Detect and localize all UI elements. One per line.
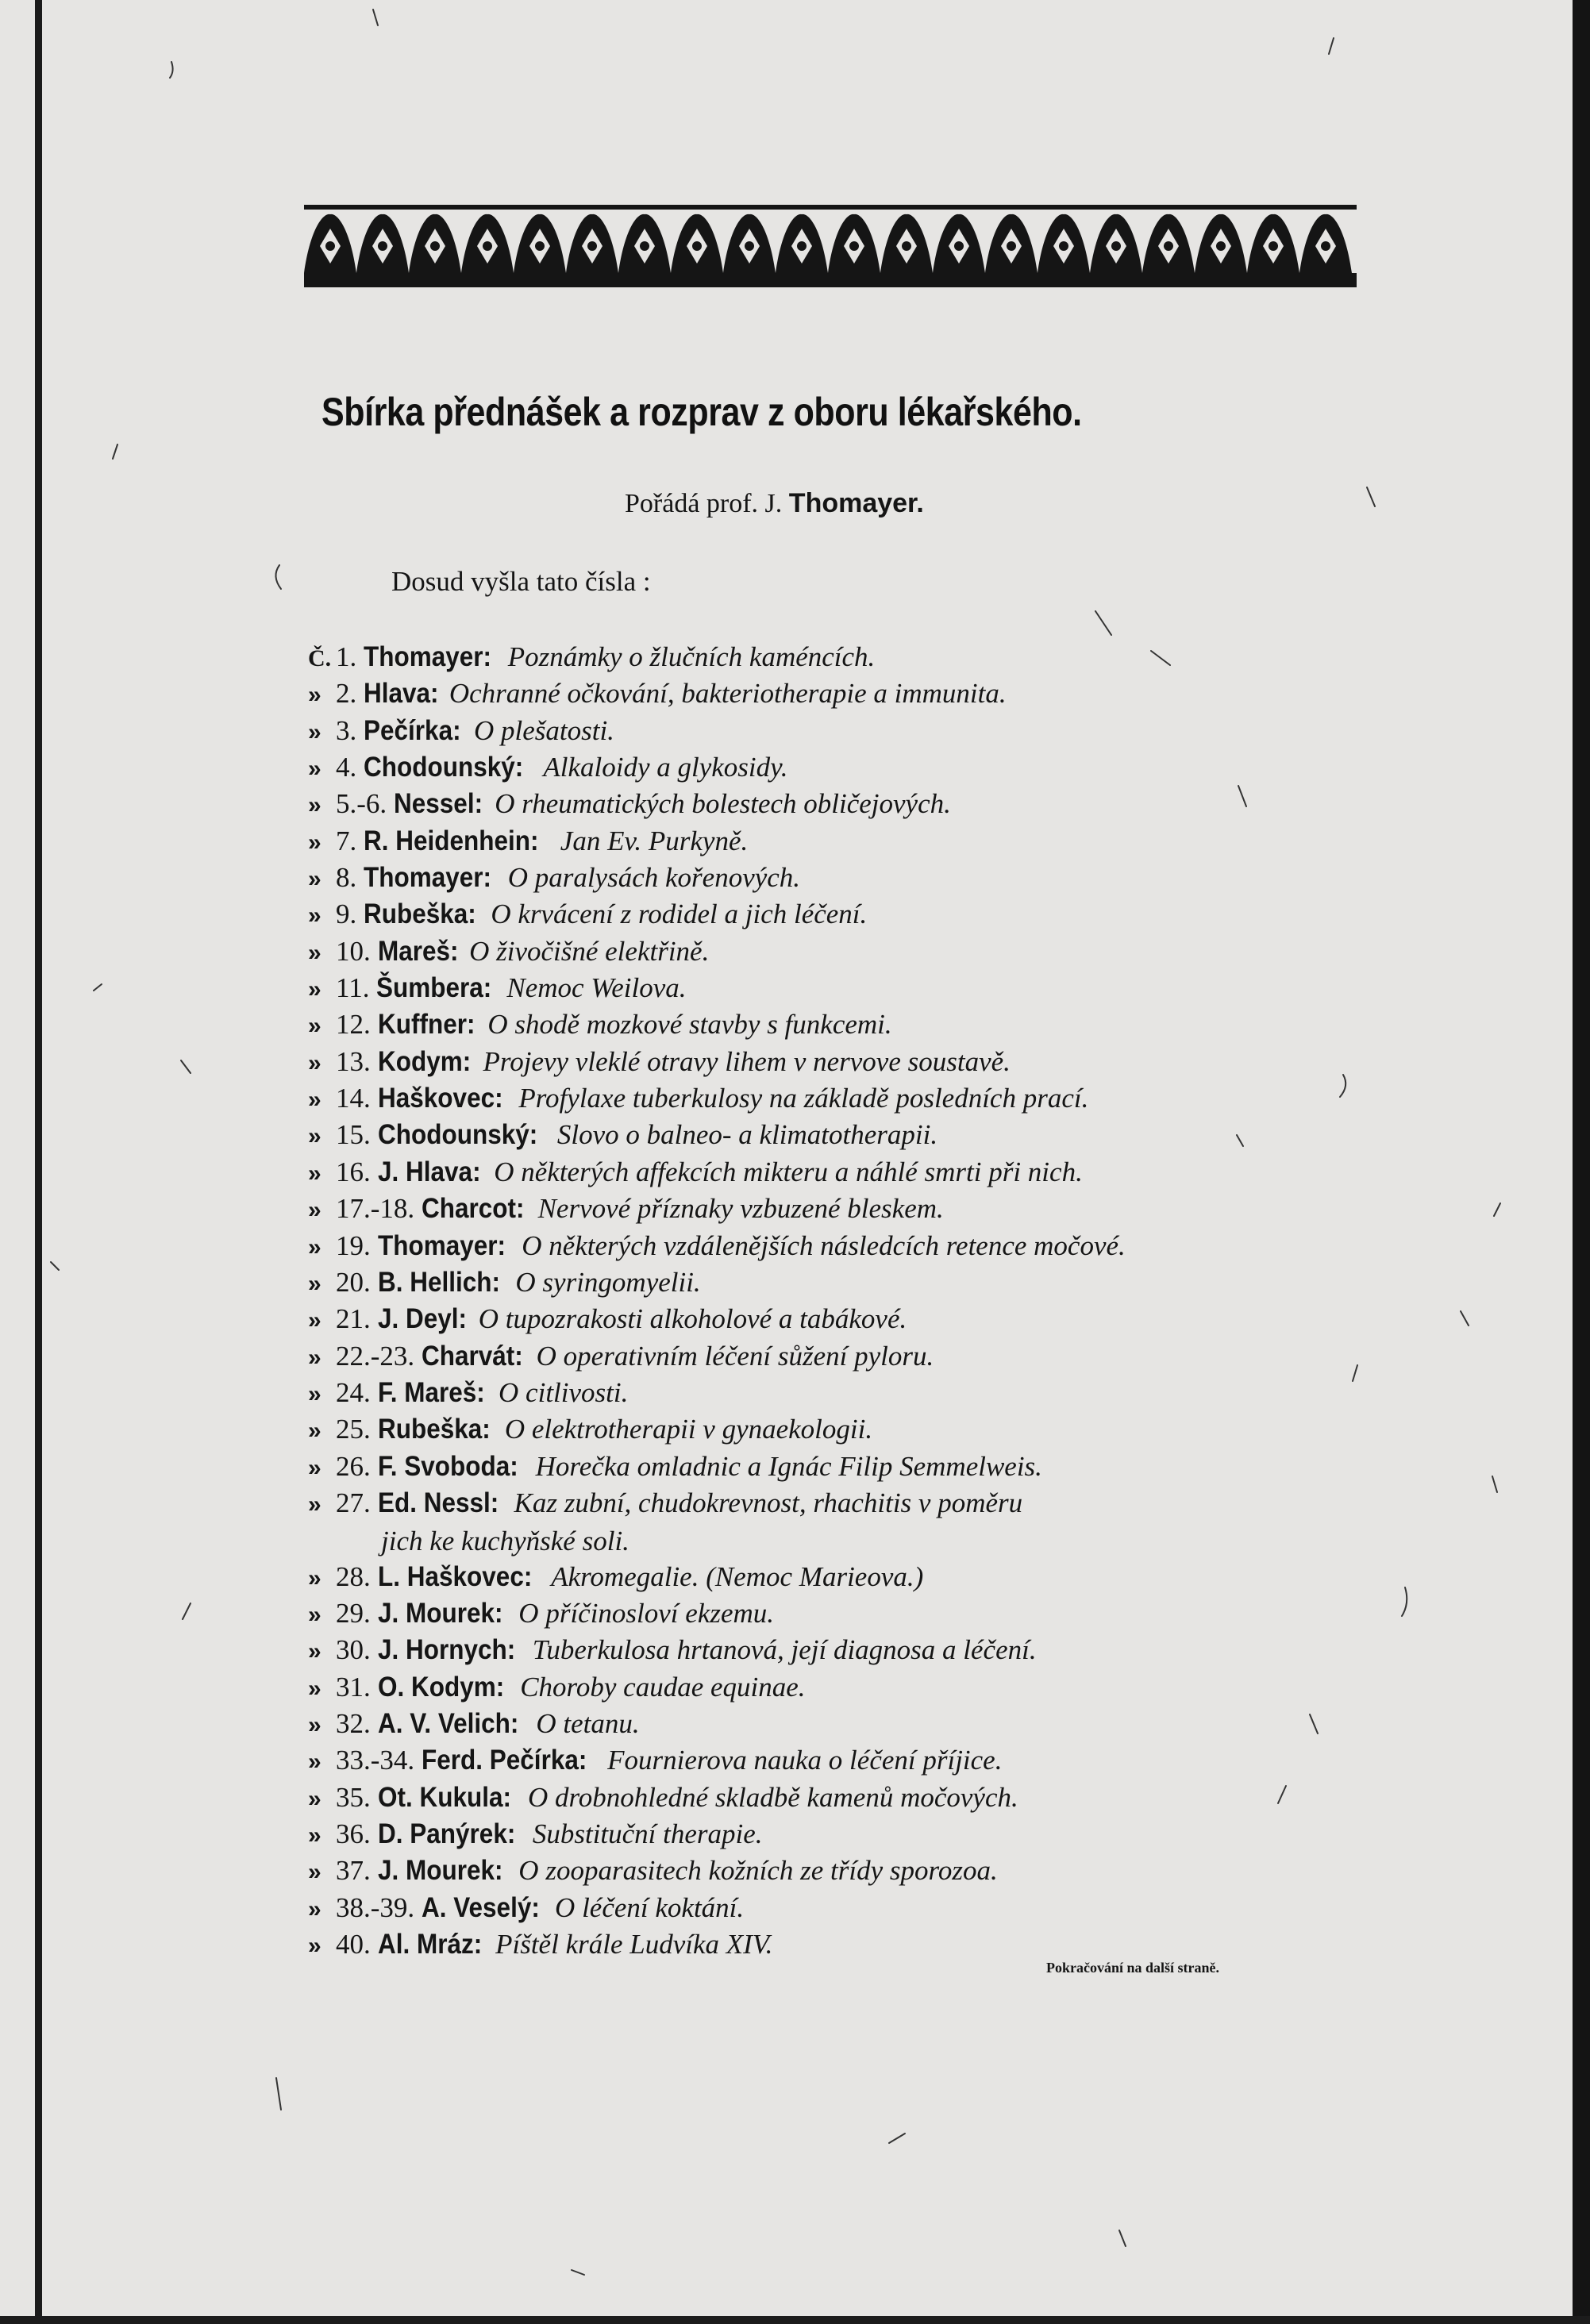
entry-author: Hlava:: [364, 678, 439, 710]
entry-title: Píštěl krále Ludvíka XIV.: [495, 1929, 773, 1960]
ornament-dot: [849, 241, 859, 251]
list-entry: [308, 1816, 1372, 1853]
ditto-mark: »: [308, 1675, 321, 1702]
ditto-mark: »: [308, 792, 321, 819]
entry-number: 26.: [336, 1450, 371, 1482]
list-entry: [308, 1926, 1372, 1963]
entry-number: 8.: [336, 862, 357, 894]
entry-number: 19.: [336, 1229, 371, 1261]
ditto-mark: »: [308, 1601, 321, 1628]
list-entry: [308, 1154, 1372, 1191]
ditto-mark: »: [308, 1859, 321, 1886]
ornament-dot: [640, 241, 649, 251]
entry-author: Kuffner:: [377, 1009, 475, 1041]
ornamental-header-band: [304, 197, 1357, 292]
list-entry: [308, 1191, 1372, 1227]
entry-number: 20.: [336, 1266, 371, 1298]
ornament-dot: [1321, 241, 1330, 251]
list-entry: [308, 1411, 1372, 1448]
entry-author: J. Hornych:: [377, 1634, 515, 1666]
ditto-mark: »: [308, 829, 321, 856]
entry-author: Thomayer:: [377, 1229, 506, 1261]
entry-title: O paralysách kořenových.: [507, 862, 801, 894]
entry-number: 35.: [336, 1781, 371, 1813]
ditto-mark: »: [308, 1380, 321, 1407]
list-entry: [308, 1485, 1372, 1559]
ornament-dot: [692, 241, 702, 251]
list-entry: [308, 1006, 1372, 1043]
entry-title: Choroby caudae equinae.: [520, 1671, 806, 1703]
list-entry: [308, 639, 1372, 675]
entry-author: R. Heidenhein:: [364, 825, 539, 856]
entry-number: 33.-34.: [336, 1745, 415, 1776]
ditto-mark: »: [308, 866, 321, 893]
ditto-mark: »: [308, 1270, 321, 1297]
ornament-dot: [902, 241, 911, 251]
entry-number: 3.: [336, 714, 357, 746]
entry-author: B. Hellich:: [377, 1266, 500, 1298]
entry-author: Chodounský:: [364, 752, 524, 783]
entry-number: 4.: [336, 752, 357, 783]
ditto-mark: »: [308, 1344, 321, 1371]
list-entry: [308, 1449, 1372, 1485]
entry-number: 2.: [336, 678, 357, 710]
list-entry: [308, 1228, 1372, 1264]
entry-number: 25.: [336, 1414, 371, 1445]
entry-title: O tetanu.: [536, 1707, 640, 1739]
ornament-dot: [1216, 241, 1226, 251]
list-entry: [308, 786, 1372, 822]
list-entry: [308, 1044, 1372, 1080]
list-entry: [308, 1595, 1372, 1632]
list-entry: [308, 860, 1372, 896]
entry-title: Slovo o balneo- a klimatotherapii.: [556, 1119, 938, 1151]
entry-title: Jan Ev. Purkyně.: [560, 825, 749, 856]
list-entry: [308, 749, 1372, 786]
entry-title: Projevy vleklé otravy lihem v nervove soustavě.: [483, 1045, 1011, 1077]
entry-number: 21.: [336, 1303, 371, 1335]
list-entry: [308, 823, 1372, 860]
entry-author: Mareš:: [377, 935, 459, 967]
entry-author: Thomayer:: [364, 641, 492, 672]
entry-author: J. Deyl:: [377, 1303, 467, 1335]
entry-number: 14.: [336, 1083, 371, 1114]
entry-author: Šumbera:: [376, 972, 492, 1004]
ditto-mark: »: [308, 1123, 321, 1150]
entry-title: O operativním léčení sůžení pyloru.: [536, 1340, 934, 1372]
entry-author: J. Hlava:: [377, 1156, 481, 1187]
list-entry: [308, 713, 1372, 749]
ditto-mark: »: [308, 1013, 321, 1040]
entry-author: Kodym:: [377, 1045, 471, 1077]
entry-author: Nessel:: [393, 788, 483, 820]
entry-author: Ed. Nessl:: [377, 1487, 499, 1518]
entry-author: Chodounský:: [377, 1119, 537, 1151]
entry-title: O citlivosti.: [499, 1376, 629, 1408]
ditto-mark: »: [308, 1197, 321, 1224]
entry-author: Ot. Kukula:: [377, 1781, 511, 1813]
entry-author: J. Mourek:: [377, 1855, 503, 1887]
entry-title: Tuberkulosa hrtanová, její diagnosa a léčení.: [532, 1634, 1037, 1666]
entry-number: 40.: [336, 1929, 371, 1960]
list-entry: [308, 1706, 1372, 1742]
entry-title: Nemoc Weilova.: [506, 972, 687, 1004]
entry-author: Charvát:: [421, 1340, 523, 1372]
ditto-mark: »: [308, 1933, 321, 1960]
entry-author: Haškovec:: [377, 1083, 503, 1114]
entry-number: 28.: [336, 1560, 371, 1592]
ornament-dot: [483, 241, 492, 251]
entry-author: F. Mareš:: [377, 1376, 485, 1408]
ditto-mark: »: [308, 1491, 321, 1518]
continued-note: Pokračování na další straně.: [1046, 1960, 1220, 1976]
entry-title: O rheumatických bolestech obličejových.: [495, 788, 951, 820]
ditto-mark: »: [308, 1711, 321, 1738]
entry-author: L. Haškovec:: [377, 1560, 532, 1592]
entry-title: O drobnohledné skladbě kamenů močových.: [527, 1781, 1018, 1813]
ornament-dot: [1111, 241, 1121, 251]
entry-number: 12.: [336, 1009, 371, 1041]
list-entry: [308, 1853, 1372, 1889]
ornament-dot: [797, 241, 807, 251]
entry-number: 7.: [336, 825, 357, 856]
organizer-name: Thomayer.: [788, 488, 924, 518]
organizer-line: [625, 488, 924, 519]
entry-author: F. Svoboda:: [377, 1450, 518, 1482]
list-entry: [308, 1375, 1372, 1411]
entry-title: Profylaxe tuberkulosy na základě posledních prací.: [518, 1083, 1089, 1114]
list-entry: [308, 675, 1372, 712]
list-entry: [308, 970, 1372, 1006]
entry-title: Horečka omladnic a Ignác Filip Semmelweis.: [535, 1450, 1042, 1482]
entry-number: 27.: [336, 1487, 371, 1518]
ditto-mark: »: [308, 1749, 321, 1776]
entry-title: Ochranné očkování, bakteriotherapie a immunita.: [449, 678, 1007, 710]
entry-number: 37.: [336, 1855, 371, 1887]
ditto-mark: »: [308, 756, 321, 783]
list-entry: [308, 1559, 1372, 1595]
entry-number: 24.: [336, 1376, 371, 1408]
entry-title: O shodě mozkové stavby s funkcemi.: [487, 1009, 892, 1041]
ornament-dot: [378, 241, 387, 251]
ditto-mark: »: [308, 1895, 321, 1922]
entry-author: A. Veselý:: [421, 1891, 540, 1923]
ornament-dot: [1007, 241, 1016, 251]
ornament-dot: [535, 241, 545, 251]
ornament-dot: [1059, 241, 1068, 251]
ditto-mark: »: [308, 1822, 321, 1849]
list-entry: [308, 1264, 1372, 1301]
list-entry: [308, 1890, 1372, 1926]
list-entry: [308, 1742, 1372, 1779]
entry-title: Nervové příznaky vzbuzené bleskem.: [537, 1193, 944, 1225]
ornament-dot: [1269, 241, 1278, 251]
ornament-dot: [430, 241, 440, 251]
list-entry: [308, 1338, 1372, 1375]
entry-title: Substituční therapie.: [532, 1818, 763, 1849]
entry-title: O některých affekcích mikteru a náhlé smrti při nich.: [494, 1156, 1083, 1187]
ditto-mark: »: [308, 1160, 321, 1187]
entry-title: O živočišné elektřině.: [469, 935, 710, 967]
ditto-mark: »: [308, 1418, 321, 1445]
entry-number: 15.: [336, 1119, 371, 1151]
page-left-edge: [35, 0, 42, 2324]
entry-number: 22.-23.: [336, 1340, 415, 1372]
entry-title: O léčení koktání.: [555, 1891, 745, 1923]
entry-number: 16.: [336, 1156, 371, 1187]
list-entry: [308, 1632, 1372, 1668]
list-entry: [308, 1669, 1372, 1706]
entry-title: O krvácení z rodidel a jich léčení.: [491, 898, 868, 930]
entry-title: O některých vzdálenějších následcích retence močové.: [522, 1229, 1126, 1261]
ditto-mark: »: [308, 1564, 321, 1591]
collection-title: Sbírka přednášek a rozprav z oboru lékařského.: [321, 390, 1082, 434]
entry-number: 31.: [336, 1671, 371, 1703]
list-entry: [308, 933, 1372, 970]
list-entry: [308, 1117, 1372, 1153]
ditto-mark: »: [308, 718, 321, 745]
entry-number: 9.: [336, 898, 357, 930]
ditto-mark: »: [308, 1638, 321, 1665]
entry-title: Kaz zubní, chudokrevnost, rhachitis v poměru: [514, 1487, 1023, 1518]
ornament-dot: [954, 241, 964, 251]
list-entry: [308, 896, 1372, 933]
entry-number: 5.-6.: [336, 788, 387, 820]
ornament-dot: [587, 241, 597, 251]
entry-number: 10.: [336, 935, 371, 967]
entry-author: Rubeška:: [377, 1414, 491, 1445]
list-entry: [308, 1301, 1372, 1337]
list-entry: [308, 1080, 1372, 1117]
entry-title: O zooparasitech kožních ze třídy sporozoa.: [518, 1855, 998, 1887]
entry-title: O syringomyelii.: [515, 1266, 701, 1298]
ditto-mark: »: [308, 1307, 321, 1334]
ditto-mark: »: [308, 1233, 321, 1260]
entry-title: O plešatosti.: [473, 714, 614, 746]
ditto-mark: »: [308, 976, 321, 1003]
entry-number: 1.: [336, 641, 357, 672]
entry-author: Ferd. Pečírka:: [421, 1745, 587, 1776]
list-prefix: Č.: [308, 645, 332, 671]
entry-number: 17.-18.: [336, 1193, 415, 1225]
entry-author: Pečírka:: [364, 714, 461, 746]
entry-title: O tupozrakosti alkoholové a tabákové.: [478, 1303, 907, 1335]
ditto-mark: »: [308, 1454, 321, 1481]
ditto-mark: »: [308, 1049, 321, 1076]
ornament-dot: [745, 241, 754, 251]
entry-number: 29.: [336, 1597, 371, 1629]
entry-title: Fournierova nauka o léčení příjice.: [607, 1745, 1003, 1776]
list-entry: [308, 1780, 1372, 1816]
entry-title: Poznámky o žlučních kaméncích.: [507, 641, 876, 672]
entry-number: 13.: [336, 1045, 371, 1077]
entry-number: 30.: [336, 1634, 371, 1666]
entry-title: Alkaloidy a glykosidy.: [543, 752, 788, 783]
entry-title: O elektrotherapii v gynaekologii.: [504, 1414, 873, 1445]
entry-author: Thomayer:: [364, 862, 492, 894]
entry-author: Rubeška:: [364, 898, 476, 930]
ditto-mark: »: [308, 1087, 321, 1114]
entry-number: 32.: [336, 1707, 371, 1739]
entry-author: D. Panýrek:: [377, 1818, 515, 1849]
ditto-mark: »: [308, 682, 321, 709]
ditto-mark: »: [308, 902, 321, 929]
entry-author: J. Mourek:: [377, 1597, 503, 1629]
entry-author: O. Kodym:: [377, 1671, 504, 1703]
page-bottom-edge: [0, 2316, 1590, 2324]
publication-list: [308, 639, 1372, 1963]
ornament-dot: [1164, 241, 1173, 251]
ornament-dot: [325, 241, 335, 251]
ditto-mark: »: [308, 939, 321, 966]
entry-number: 36.: [336, 1818, 371, 1849]
entry-number: 38.-39.: [336, 1891, 415, 1923]
list-intro: Dosud vyšla tato čísla :: [391, 566, 651, 597]
entry-title: O příčinosloví ekzemu.: [518, 1597, 775, 1629]
entry-author: Charcot:: [421, 1193, 525, 1225]
entry-title-continuation: jich ke kuchyňské soli.: [381, 1525, 629, 1556]
organizer-prefix: Pořádá prof. J.: [625, 489, 783, 518]
entry-title: Akromegalie. (Nemoc Marieova.): [551, 1560, 924, 1592]
page-right-edge: [1573, 0, 1590, 2324]
entry-author: Al. Mráz:: [377, 1929, 482, 1960]
ditto-mark: »: [308, 1785, 321, 1812]
entry-author: A. V. Velich:: [377, 1707, 518, 1739]
entry-number: 11.: [336, 972, 370, 1004]
